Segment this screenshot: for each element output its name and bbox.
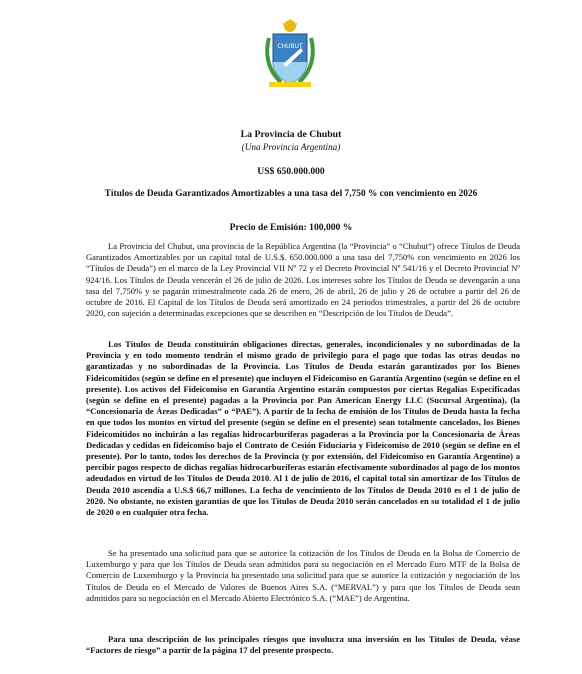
- seal-text: CHUBUT: [277, 43, 303, 50]
- chubut-coat-of-arms-icon: [263, 18, 317, 90]
- paragraph-obligations: Los Títulos de Deuda constituirán obligaciones directas, generales, incondicionales y no subordinadas de la Provincia y en todo momento tendrán el mismo grado de privilegio para el pago que todas las otras deudas no garantizadas y no subordinadas de la Provincia. Los Títulos de Deuda estarán garantizados por los Bienes Fideicomitidos (según se define en el presente) que incluyen el Fideicomiso en Garantía Argentino (según se define en el presente). Los activos del Fideicomiso en Garantía Argentino estarán compuestos por ciertas Regalías Especificadas (según se define en el presente) pagadas a la Provincia por Pan American Energy LLC (Sucursal Argentina), (la “Concesionaria de Áreas Dedicadas” o “PAE”). A partir de la fecha de emisión de los Títulos de Deuda hasta la fecha en que todos los montos en virtud del presente (según se define en el presente) sean totalmente cancelados, los Bienes Fideicomitidos no incluirán a las regalías hidrocarburíferas pagaderas a la Provincia por la Concesionaria de Áreas Dedicadas y cedidas en fideicomiso bajo el Contrato de Cesión Fiduciaria y Fideicomiso de 2010 (según se define en el presente). Por lo tanto, todos los derechos de la Provincia (y por extensión, del Fideicomiso en Garantía Argentino) a percibir pagos respecto de dichas regalías hidrocarburíferas estarán efectivamente subordinados al pago de los montos adeudados en virtud de los Títulos de Deuda 2010. Al 1 de julio de 2016, el capital total sin amortizar de los Títulos de Deuda 2010 ascendía a U.S.$ 66,7 millones. La fecha de vencimiento de los Títulos de Deuda 2010 es el 1 de julio de 2020. No obstante, no existen garantías de que los Títulos de Deuda 2010 serán cancelados en su totalidad el 1 de julio de 2020 o en cualquier otra fecha.: [86, 339, 520, 518]
- paragraph-offering: La Provincia del Chubut, una provincia de la República Argentina (la “Provincia” o “Chubut”) ofrece Títulos de Deuda Garantizados Amortizables por un capital total de U.S.$. 650.000.000 a una tasa del 7,750% con vencimiento en 2026 los “Títulos de Deuda”) en el marco de la Ley Provincial VII Nº 72 y el Decreto Provincial Nº 541/16 y el Decreto Provincial Nº 924/16. Los Títulos de Deuda vencerán el 26 de julio de 2026. Los intereses sobre los Títulos de Deuda se devengarán a una tasa del 7,750% y se pagarán trimestralmente cada 26 de enero, 26 de abril, 26 de julio y 26 de octubre a partir del 26 de octubre de 2016. El Capital de los Títulos de Deuda será amortizado en 24 periodos trimestrales, a partir del 26 de octubre 2020, con sujeción a determinadas excepciones que se describen en “Descripción de los Títulos de Deuda”.: [86, 241, 520, 319]
- offering-amount: US$ 650.000.000: [257, 166, 325, 177]
- paragraph-risk-factors: Para una descripción de los principales riesgos que involucra una inversión en los Títulos de Deuda, véase “Factores de riesgo” a partir de la página 17 del presente prospecto.: [86, 634, 520, 656]
- securities-description: Títulos de Deuda Garantizados Amortizables a una tasa del 7,750 % con vencimiento en 2026: [104, 189, 478, 199]
- document-subtitle: (Una Provincia Argentina): [241, 142, 341, 152]
- issue-price: Precio de Emisión: 100,000 %: [229, 222, 353, 233]
- document-title: La Provincia de Chubut: [240, 129, 342, 140]
- paragraph-listing: Se ha presentado una solicitud para que se autorice la cotización de los Títulos de Deuda en la Bolsa de Comercio de Luxemburgo y para que los Títulos de Deuda sean admitidos para su negociación en el Mercado Euro MTF de la Bolsa de Comercio de Luxemburgo y la Provincia ha presentado una solicitud para que se autorice la cotización y negociación de los Títulos de Deuda en el Mercado de Valores de Buenos Aires S.A. (“MERVAL”) y para que los Títulos de Deuda sean admitidos para su negociación en el Mercado Abierto Electrónico S.A. (“MAE”) de Argentina.: [86, 548, 520, 603]
